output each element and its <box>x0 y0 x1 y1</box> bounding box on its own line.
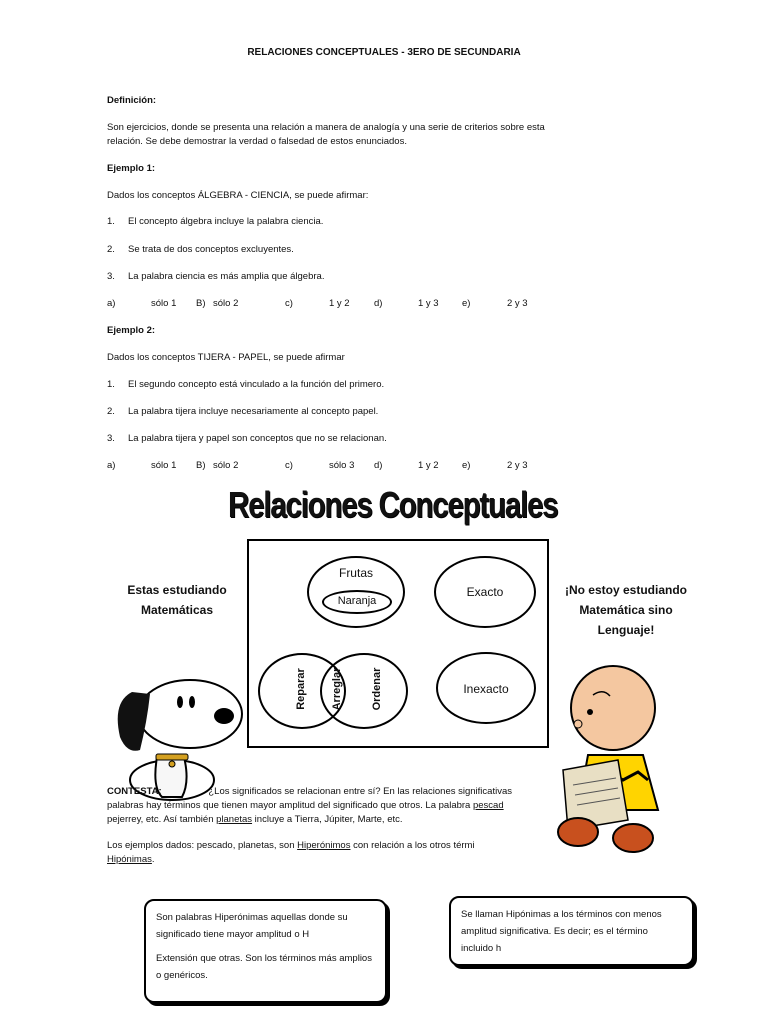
example1-intro: Dados los conceptos ÁLGEBRA - CIENCIA, se puede afirmar: <box>107 190 369 201</box>
frutas-label: Frutas <box>338 566 373 580</box>
contesta-paragraph <box>107 785 545 867</box>
ex2-opt-c: c) <box>285 460 293 471</box>
snoopy-speech-line-2: Matemáticas <box>140 603 214 617</box>
pescado-term: pescad <box>472 800 504 811</box>
example1-label: Ejemplo 1: <box>107 163 156 174</box>
example1-item-3: La palabra ciencia es más amplia que álgebra. <box>128 271 325 282</box>
charlie-brown-illustration <box>548 660 678 860</box>
example1-item-2-num: 2. <box>107 244 115 255</box>
naranja-label: Naranja <box>337 595 377 607</box>
contesta-line-2-text: palabras hay términos que tienen mayor amplitud del significado que otros. La palabra <box>107 800 473 811</box>
contesta-label: CONTESTA: <box>107 786 162 797</box>
charlie-speech-line-3: Lenguaje! <box>597 623 655 637</box>
contesta-line-1-text: ¿Los significados se relacionan entre sí? En las relaciones significativas <box>208 786 512 797</box>
ex2-opt-a-val: sólo 1 <box>151 460 177 471</box>
ex1-opt-c-val: 1 y 2 <box>329 298 350 309</box>
ex1-opt-d: d) <box>374 298 383 309</box>
hiperonimos-term: Hiperónimos <box>297 840 351 851</box>
ex1-opt-d-val: 1 y 3 <box>418 298 439 309</box>
ex2-opt-b: B) <box>196 460 206 471</box>
snoopy-speech-line-1: Estas estudiando <box>127 583 227 597</box>
example2-label: Ejemplo 2: <box>107 325 156 336</box>
ex1-opt-e: e) <box>462 298 471 309</box>
contesta-line-2 <box>107 799 545 813</box>
charlie-speech <box>546 580 706 640</box>
contesta-line-3-a: pejerrey, etc. Así también <box>107 814 217 825</box>
example1-item-3-num: 3. <box>107 271 115 282</box>
hiperonimas-definition-box <box>144 899 387 1003</box>
ex2-opt-d: d) <box>374 460 383 471</box>
snoopy-illustration <box>112 662 247 802</box>
ex1-opt-a-val: sólo 1 <box>151 298 177 309</box>
example2-item-1-num: 1. <box>107 379 115 390</box>
contesta-line-5 <box>107 853 545 867</box>
ex2-opt-e-val: 2 y 3 <box>507 460 528 471</box>
snoopy-speech <box>112 580 242 620</box>
ex1-opt-c: c) <box>285 298 293 309</box>
example2-item-2-num: 2. <box>107 406 115 417</box>
contesta-line-4 <box>107 839 545 853</box>
ex2-opt-b-val: sólo 2 <box>213 460 239 471</box>
reparar-label: Reparar <box>295 668 307 710</box>
definition-label: Definición: <box>107 95 157 106</box>
inexacto-label: Inexacto <box>463 682 509 696</box>
exacto-label: Exacto <box>466 585 504 599</box>
ex1-opt-b-val: sólo 2 <box>213 298 239 309</box>
ex2-opt-c-val: sólo 3 <box>329 460 355 471</box>
ex1-opt-e-val: 2 y 3 <box>507 298 528 309</box>
hiponimas-term: Hipónimas <box>107 854 152 865</box>
example2-item-3-num: 3. <box>107 433 115 444</box>
example2-intro: Dados los conceptos TIJERA - PAPEL, se puede afirmar <box>107 352 345 363</box>
hiperonimas-definition-p2: Extensión que otras. Son los términos más amplios o genéricos. <box>156 953 372 981</box>
ex2-opt-e: e) <box>462 460 471 471</box>
page-title: RELACIONES CONCEPTUALES - 3ERO DE SECUNDARIA <box>247 47 521 58</box>
example1-item-2: Se trata de dos conceptos excluyentes. <box>128 244 294 255</box>
example2-item-1: El segundo concepto está vinculado a la función del primero. <box>128 379 385 390</box>
contesta-line-1 <box>107 785 545 799</box>
contesta-line-5-end: . <box>151 854 155 865</box>
ex2-opt-d-val: 1 y 2 <box>418 460 439 471</box>
planetas-term: planetas <box>216 814 253 825</box>
ex1-opt-a: a) <box>107 298 116 309</box>
charlie-speech-line-1: ¡No estoy estudiando <box>564 583 687 597</box>
example1-item-1-num: 1. <box>107 216 115 227</box>
ex2-opt-a: a) <box>107 460 116 471</box>
example2-item-2: La palabra tijera incluye necesariamente al concepto papel. <box>128 406 379 417</box>
hiponimas-definition-box <box>449 896 694 966</box>
ex1-opt-b: B) <box>196 298 206 309</box>
contesta-line-3 <box>107 813 545 827</box>
contesta-line-3-c: incluye a Tierra, Júpiter, Marte, etc. <box>252 814 403 825</box>
graphic-heading: Relaciones Conceptuales <box>228 484 558 525</box>
definition-text: Son ejercicios, donde se presenta una relación a manera de analogía y una serie de criterios sobre esta relación. Se debe demostrar la verdad o falsedad de estos enunciados. <box>107 122 545 147</box>
contesta-line-4-c: con relación a los otros térmi <box>350 840 475 851</box>
example1-item-1: El concepto álgebra incluye la palabra ciencia. <box>128 216 324 227</box>
hiponimas-definition-p1: Se llaman Hipónimas a los términos con menos amplitud significativa. Es decir; es el término incluido h <box>461 909 662 954</box>
ordenar-label: Ordenar <box>371 667 383 711</box>
hiperonimas-definition-p1: Son palabras Hiperónimas aquellas donde su significado tiene mayor amplitud o H <box>156 912 348 940</box>
arreglar-label: Arreglar <box>331 667 343 711</box>
example2-item-3: La palabra tijera y papel son conceptos que no se relacionan. <box>128 433 387 444</box>
charlie-speech-line-2: Matemática sino <box>579 603 673 617</box>
contesta-line-4-a: Los ejemplos dados: pescado, planetas, son <box>107 840 298 851</box>
